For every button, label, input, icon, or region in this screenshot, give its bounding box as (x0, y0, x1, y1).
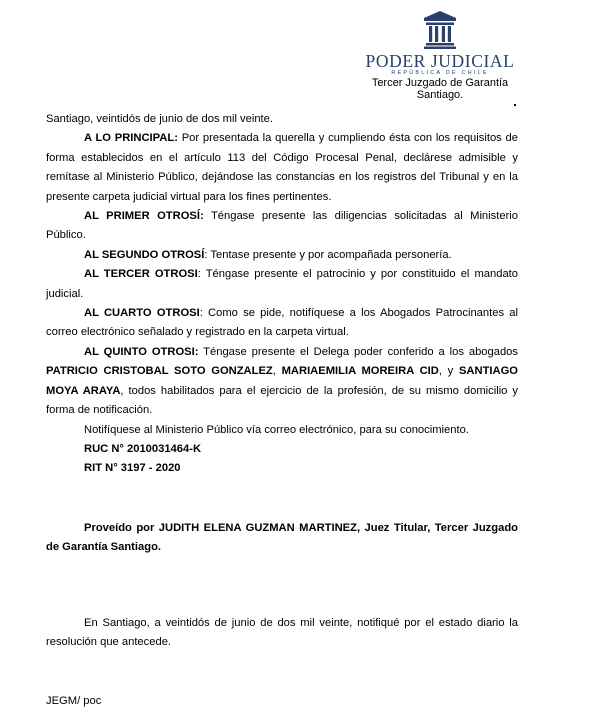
court-name: Tercer Juzgado de Garantía (371, 77, 509, 89)
court-city: Santiago. (416, 89, 464, 101)
separator-2: , y (438, 365, 459, 378)
rit-value: RIT N° 3197 - 2020 (84, 462, 181, 475)
lawyer-name-3: SANTIAGO MOYA ARAYA (46, 365, 518, 397)
otrosi-2-text: : Tentase presente y por acompañada personería. (204, 248, 452, 261)
principal-text: Por presentada la querella y cumpliendo ésta con los requisitos de forma establecidos en el artículo 113 del Código Procesal Penal, declárese admisible y remítase al Ministerio Público, dejándose las constancias en los registros del Tribunal y en la presente carpeta judicial virtual para los fines pertinentes. (46, 132, 518, 203)
otrosi-4-paragraph (46, 304, 518, 343)
ruc-value: RUC N° 2010031464-K (84, 442, 202, 455)
notification-paragraph: En Santiago, a veintidós de junio de dos mil veinte, notifiqué por el estado diario la resolución que antecede. (46, 616, 518, 648)
ruc-line (46, 440, 518, 459)
otrosi-5-paragraph (46, 343, 518, 421)
otrosi-5-closing: , todos habilitados para el ejercicio de la profesión, de su mismo domicilio y forma de notificación. (46, 384, 518, 417)
rit-line (46, 459, 518, 478)
letterhead (360, 10, 520, 101)
lawyer-name-2: MARIAEMILIA MOREIRA CID (281, 365, 439, 378)
logo-subtitle: REPÚBLICA DE CHILE (391, 70, 489, 76)
initials: JEGM/ poc (46, 695, 102, 708)
proveido-paragraph (46, 519, 518, 558)
date-line: Santiago, veintidós de junio de dos mil veinte. (46, 113, 274, 125)
separator-1: , (272, 365, 282, 378)
otrosi-2-paragraph (46, 246, 518, 265)
otrosi-5-text: Téngase presente el Delega poder conferido a los abogados (198, 345, 518, 358)
otrosi-5-label: AL QUINTO OTROSI: (84, 345, 199, 358)
stray-dot (514, 104, 516, 106)
otrosi-3-paragraph (46, 265, 518, 304)
otrosi-1-label: AL PRIMER OTROSÍ: (84, 210, 204, 223)
courthouse-logo-icon (423, 10, 457, 50)
otrosi-4-text: : Como se pide, notifíquese a los Abogados Patrocinantes al correo electrónico señalado y registrado en la carpeta virtual. (46, 307, 518, 339)
notify-line: Notifíquese al Ministerio Público vía correo electrónico, para su conocimiento. (84, 423, 469, 436)
logo-name: PODER JUDICIAL (365, 51, 515, 71)
principal-label: A LO PRINCIPAL: (84, 132, 178, 145)
otrosi-3-text: : Téngase presente el patrocinio y por constituido el mandato judicial. (46, 268, 519, 300)
principal-paragraph (46, 129, 518, 207)
otrosi-2-label: AL SEGUNDO OTROSÍ (84, 248, 205, 261)
otrosi-3-label: AL TERCER OTROSI (84, 268, 198, 281)
otrosi-4-label: AL CUARTO OTROSI (84, 307, 200, 320)
otrosi-1-paragraph (46, 207, 518, 246)
otrosi-1-text: Téngase presente las diligencias solicitadas al Ministerio Público. (46, 210, 518, 242)
proveido-text: Proveído por JUDITH ELENA GUZMAN MARTINEZ, Juez Titular, Tercer Juzgado de Garantía Santiago. (46, 521, 518, 554)
lawyer-name-1: PATRICIO CRISTOBAL SOTO GONZALEZ (46, 365, 273, 378)
resolution-body (46, 110, 518, 712)
